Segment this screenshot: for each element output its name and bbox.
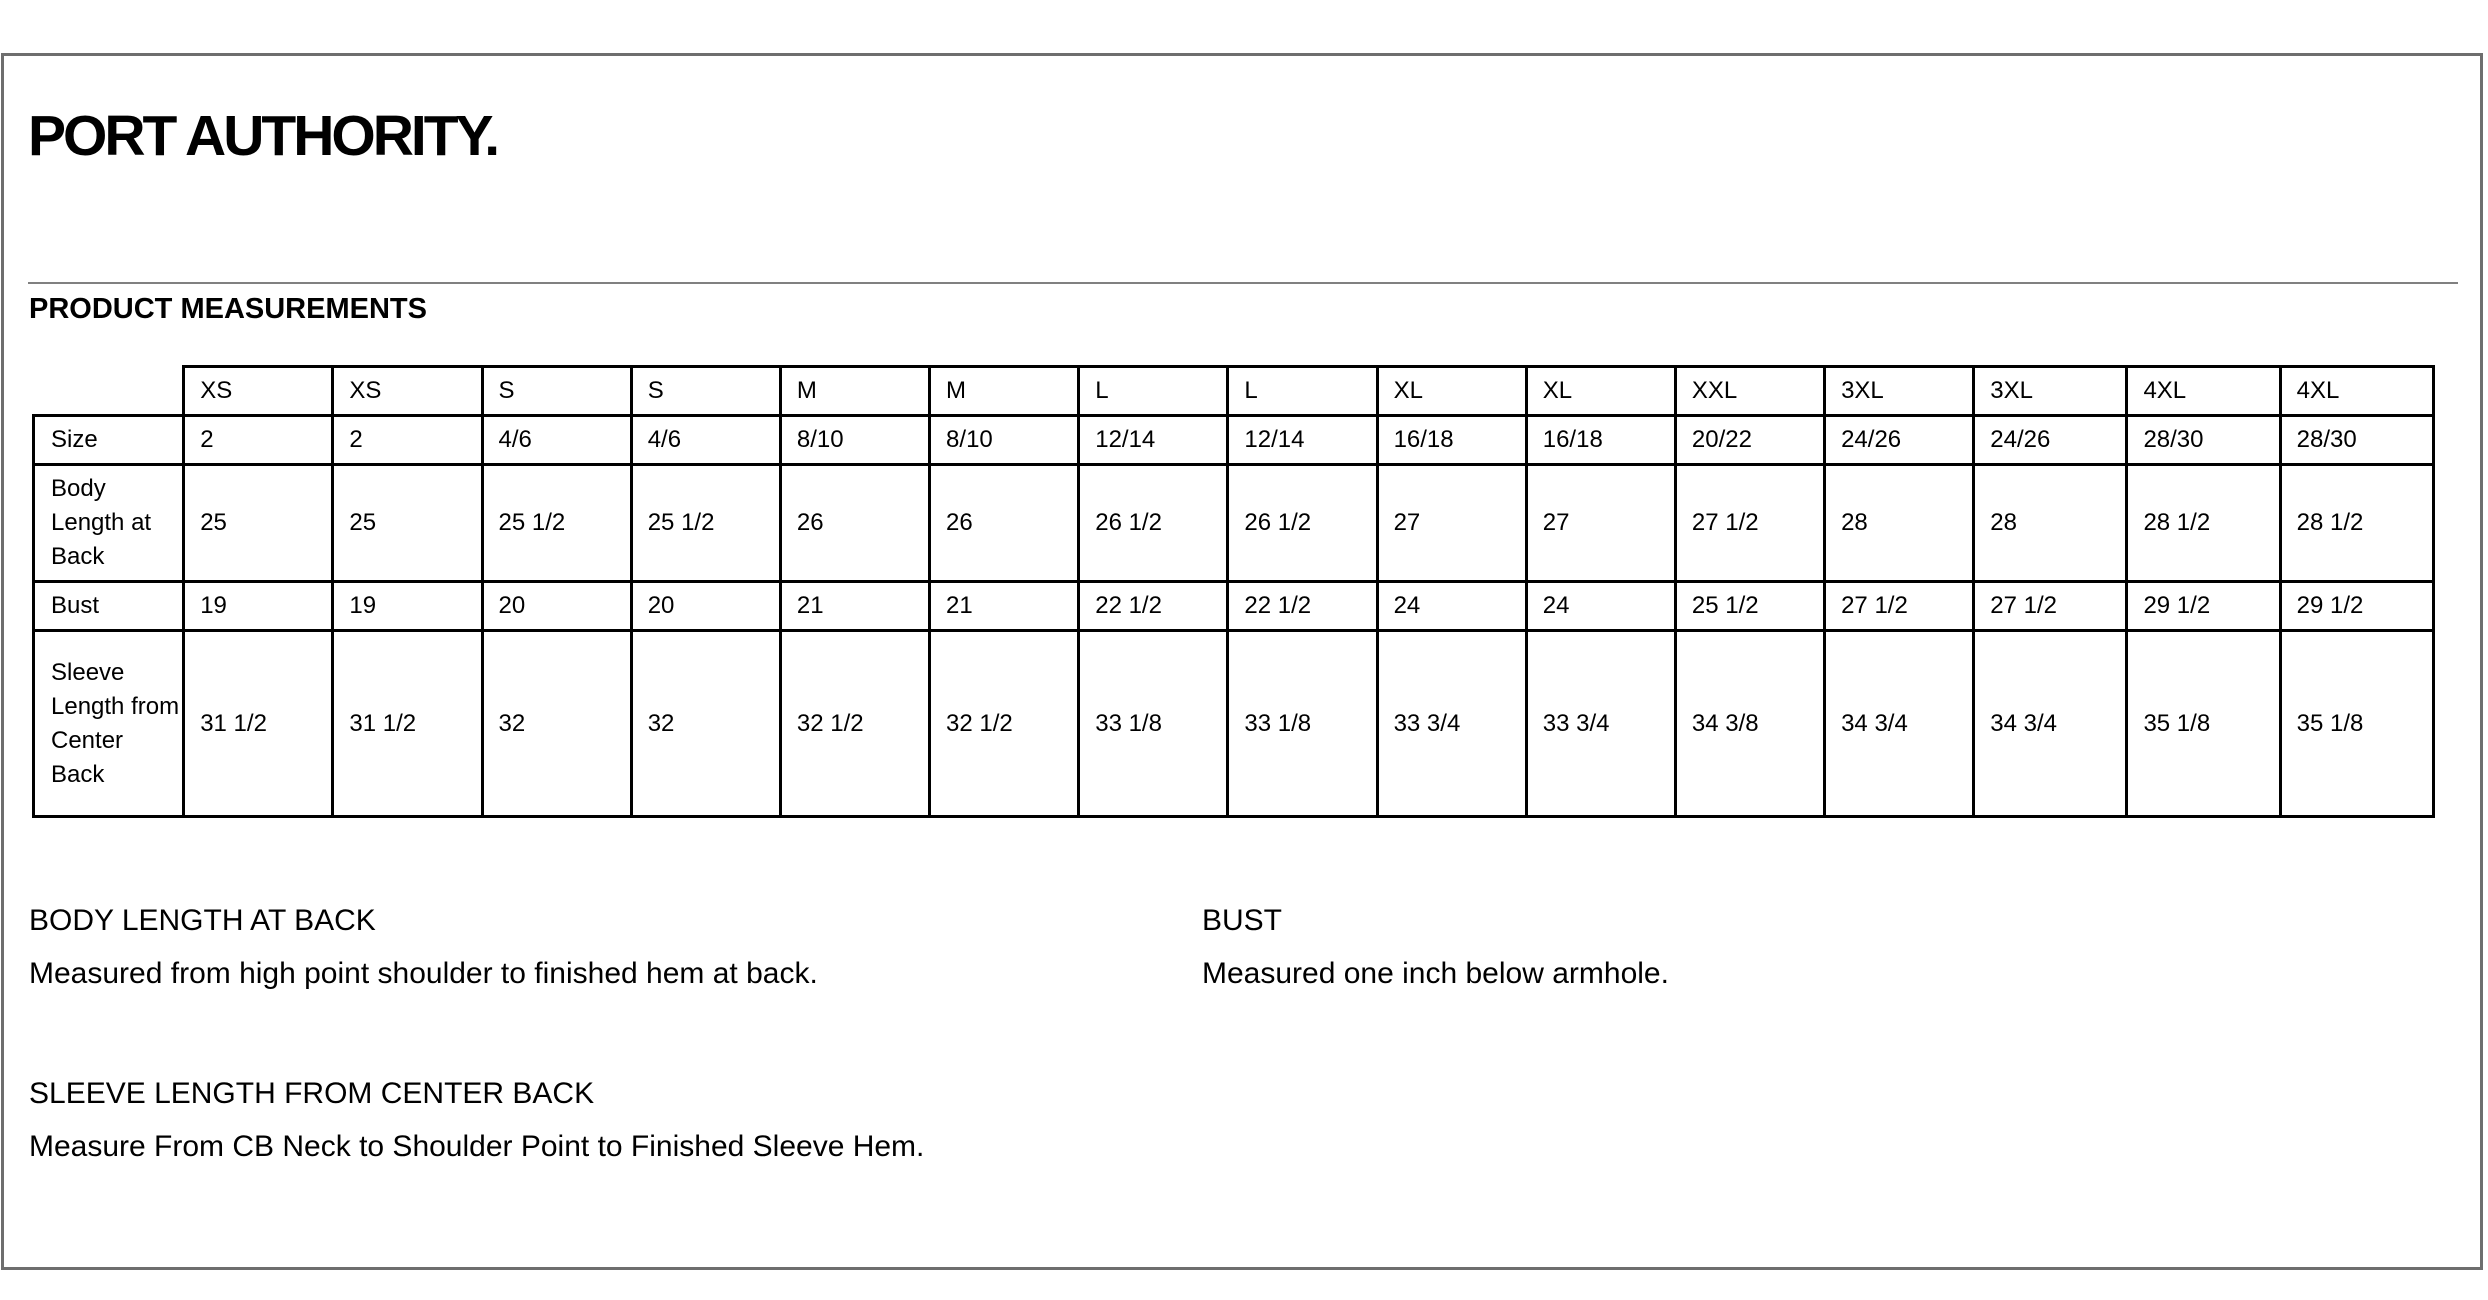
- table-cell: 32: [482, 631, 631, 817]
- bust-heading: BUST: [1202, 904, 1283, 937]
- size-label-header: L: [1228, 367, 1377, 416]
- table-cell: 25: [333, 465, 482, 582]
- table-cell: 31 1/2: [184, 631, 333, 817]
- table-cell: 33 3/4: [1526, 631, 1675, 817]
- table-cell: 4/6: [631, 416, 780, 465]
- table-cell: 29 1/2: [2280, 582, 2433, 631]
- size-label-header: M: [780, 367, 929, 416]
- table-cell: 33 1/8: [1079, 631, 1228, 817]
- table-cell: 16/18: [1377, 416, 1526, 465]
- table-cell: 27: [1377, 465, 1526, 582]
- table-cell: 34 3/4: [1825, 631, 1974, 817]
- size-label-header: S: [631, 367, 780, 416]
- size-label-header: XL: [1377, 367, 1526, 416]
- table-cell: 2: [333, 416, 482, 465]
- table-row: [34, 416, 2434, 465]
- table-cell: 33 3/4: [1377, 631, 1526, 817]
- table-cell: 19: [184, 582, 333, 631]
- table-cell: 32: [631, 631, 780, 817]
- size-label-header: 4XL: [2280, 367, 2433, 416]
- table-cell: 26: [930, 465, 1079, 582]
- size-label-header: S: [482, 367, 631, 416]
- table-cell: 26: [780, 465, 929, 582]
- table-cell: 25 1/2: [482, 465, 631, 582]
- section-title: PRODUCT MEASUREMENTS: [29, 293, 427, 325]
- table-cell: 26 1/2: [1228, 465, 1377, 582]
- size-label-header: XL: [1526, 367, 1675, 416]
- table-cell: 12/14: [1079, 416, 1228, 465]
- table-cell: 28/30: [2127, 416, 2280, 465]
- table-cell: 34 3/8: [1675, 631, 1824, 817]
- table-cell: 27 1/2: [1675, 465, 1824, 582]
- table-cell: 28 1/2: [2280, 465, 2433, 582]
- table-cell: 27 1/2: [1974, 582, 2127, 631]
- body-length-heading: BODY LENGTH AT BACK: [29, 904, 376, 937]
- table-cell: 35 1/8: [2127, 631, 2280, 817]
- sleeve-length-description: Measure From CB Neck to Shoulder Point to Finished Sleeve Hem.: [29, 1130, 925, 1163]
- table-cell: 26 1/2: [1079, 465, 1228, 582]
- table-cell: 24: [1377, 582, 1526, 631]
- table-cell: 33 1/8: [1228, 631, 1377, 817]
- size-label-header: 3XL: [1974, 367, 2127, 416]
- table-cell: 12/14: [1228, 416, 1377, 465]
- table-corner-cell: [34, 367, 184, 416]
- table-cell: 29 1/2: [2127, 582, 2280, 631]
- row-label: Body Length at Back: [34, 465, 184, 582]
- size-label-header: XXL: [1675, 367, 1824, 416]
- table-cell: 8/10: [930, 416, 1079, 465]
- size-label-header: M: [930, 367, 1079, 416]
- table-cell: 25: [184, 465, 333, 582]
- table-cell: 22 1/2: [1228, 582, 1377, 631]
- table-header-row: [34, 367, 2434, 416]
- table-cell: 28 1/2: [2127, 465, 2280, 582]
- table-cell: 21: [930, 582, 1079, 631]
- table-cell: 25 1/2: [1675, 582, 1824, 631]
- table-cell: 27: [1526, 465, 1675, 582]
- table-cell: 22 1/2: [1079, 582, 1228, 631]
- row-label: Size: [34, 416, 184, 465]
- table-cell: 28: [1974, 465, 2127, 582]
- table-row: [34, 582, 2434, 631]
- row-label: Bust: [34, 582, 184, 631]
- header-divider: [28, 282, 2458, 284]
- table-row: [34, 631, 2434, 817]
- table-cell: 20: [482, 582, 631, 631]
- table-cell: 19: [333, 582, 482, 631]
- table-cell: 2: [184, 416, 333, 465]
- table-cell: 24/26: [1974, 416, 2127, 465]
- table-cell: 24: [1526, 582, 1675, 631]
- body-length-description: Measured from high point shoulder to finished hem at back.: [29, 957, 818, 990]
- table-row: [34, 465, 2434, 582]
- table-cell: 21: [780, 582, 929, 631]
- table-cell: 28: [1825, 465, 1974, 582]
- table-cell: 34 3/4: [1974, 631, 2127, 817]
- size-label-header: L: [1079, 367, 1228, 416]
- table-cell: 8/10: [780, 416, 929, 465]
- size-label-header: XS: [184, 367, 333, 416]
- bust-description: Measured one inch below armhole.: [1202, 957, 1669, 990]
- table-cell: 31 1/2: [333, 631, 482, 817]
- table-cell: 20: [631, 582, 780, 631]
- table-cell: 20/22: [1675, 416, 1824, 465]
- brand-logo: PORT AUTHORITY.: [28, 104, 498, 168]
- table-cell: 32 1/2: [780, 631, 929, 817]
- size-label-header: 3XL: [1825, 367, 1974, 416]
- table-cell: 25 1/2: [631, 465, 780, 582]
- table-cell: 4/6: [482, 416, 631, 465]
- measurement-table: [32, 365, 2435, 818]
- size-label-header: XS: [333, 367, 482, 416]
- table-cell: 16/18: [1526, 416, 1675, 465]
- table-cell: 35 1/8: [2280, 631, 2433, 817]
- table-cell: 24/26: [1825, 416, 1974, 465]
- table-cell: 28/30: [2280, 416, 2433, 465]
- size-label-header: 4XL: [2127, 367, 2280, 416]
- sleeve-length-heading: SLEEVE LENGTH FROM CENTER BACK: [29, 1077, 595, 1110]
- table-cell: 32 1/2: [930, 631, 1079, 817]
- row-label: Sleeve Length from Center Back: [34, 631, 184, 817]
- table-cell: 27 1/2: [1825, 582, 1974, 631]
